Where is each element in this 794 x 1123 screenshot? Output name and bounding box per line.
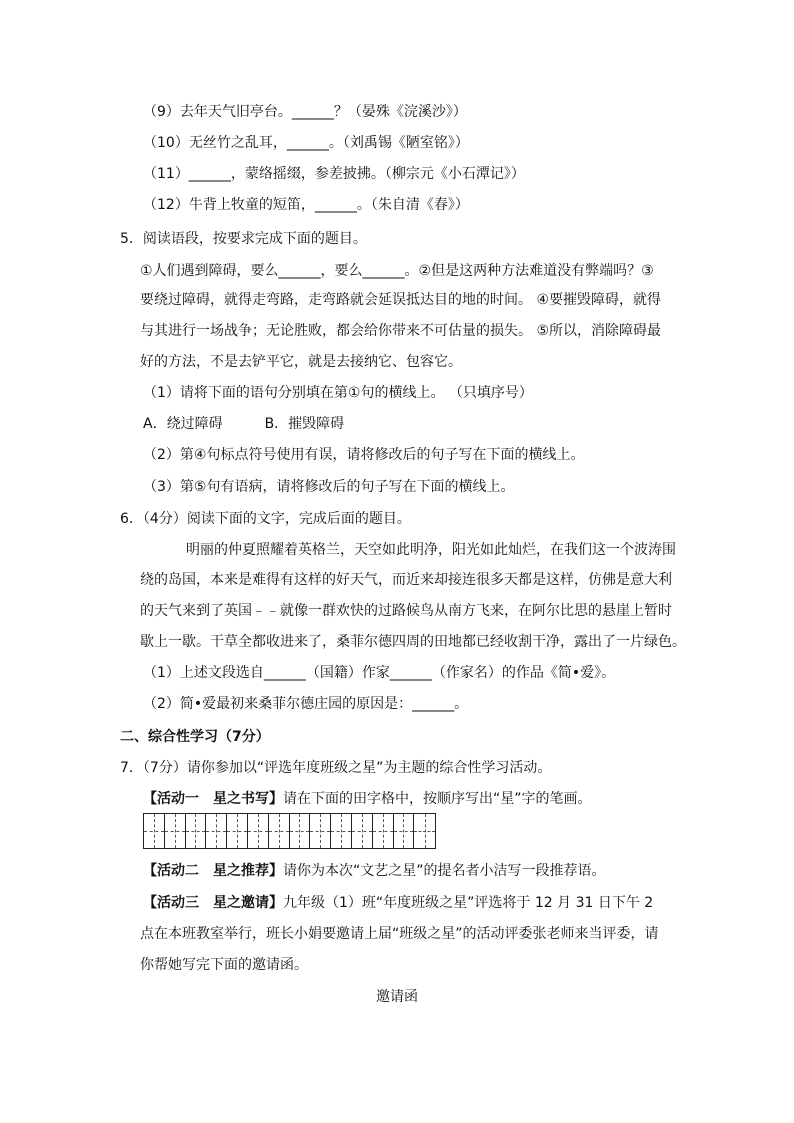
question-5-heading: 5．阅读语段，按要求完成下面的题目。	[120, 231, 367, 247]
invitation-title: 邀请函	[376, 989, 418, 1005]
passage-6-line-2: 绕的岛国，本来是难得有这样的好天气，而近来却接连很多天都是这样，仿佛是意大利	[140, 572, 672, 588]
activity-1	[143, 789, 592, 809]
activity-3-line-2: 点在本班教室举行，班长小娟要邀请上届“班级之星”的活动评委张老师来当评委，请	[140, 926, 659, 942]
tianzige-cell	[165, 814, 186, 848]
tianzige-cell	[206, 814, 227, 848]
question-6-sub-1: （1）上述文段选自______（国籍）作家______（作家名）的作品《简•爱》。	[143, 665, 616, 681]
section-2-heading: 二、综合性学习（7分）	[120, 729, 270, 745]
question-5-sub-3: （3）第⑤句有语病，请将修改后的句子写在下面的横线上。	[143, 479, 515, 495]
tianzige-cell	[248, 814, 269, 848]
question-11: （11）______，蒙络摇缀，参差披拂。（柳宗元《小石潭记》）	[143, 166, 525, 182]
tianzige-cell	[414, 814, 435, 848]
activity-3	[143, 893, 653, 913]
tianzige-cell	[290, 814, 311, 848]
activity-3-tag: 【活动三 星之邀请】	[143, 895, 283, 911]
tianzige-cell	[269, 814, 290, 848]
activity-2	[143, 861, 606, 881]
passage-5-line-3: 与其进行一场战争；无论胜败，都会给你带来不可估量的损失。 ⑤所以，消除障碍最	[140, 323, 661, 339]
question-7-heading: 7．（7分）请你参加以“评选年度班级之星”为主题的综合性学习活动。	[120, 760, 552, 776]
tianzige-cell	[144, 814, 165, 848]
activity-1-text: 请在下面的田字格中，按顺序写出“星”字的笔画。	[283, 791, 592, 807]
question-5-options: A．绕过障碍 B．摧毁障碍	[143, 416, 345, 432]
tianzige-cell	[227, 814, 248, 848]
activity-1-tag: 【活动一 星之书写】	[143, 791, 283, 807]
activity-2-text: 请你为本次“文艺之星”的提名者小洁写一段推荐语。	[283, 863, 606, 879]
activity-3-line-3: 你帮她写完下面的邀请函。	[140, 957, 308, 973]
question-5-sub-2: （2）第④句标点符号使用有误，请将修改后的句子写在下面的横线上。	[143, 447, 585, 463]
passage-6-line-4: 歇上一歇。干草全都收进来了，桑菲尔德四周的田地都已经收割干净，露出了一片绿色。	[140, 634, 686, 650]
tianzige-cell	[331, 814, 352, 848]
question-6-sub-2: （2）简•爱最初来桑菲尔德庄园的原因是：______。	[143, 696, 469, 712]
tianzige-cell	[186, 814, 207, 848]
passage-5-line-1: ①人们遇到障碍，要么______，要么______。②但是这两种方法难道没有弊端吗？③	[140, 263, 654, 279]
tianzige-cell	[373, 814, 394, 848]
passage-6-line-3: 的天气来到了英国﹣﹣就像一群欢快的过路候鸟从南方飞来，在阿尔比思的悬崖上暂时	[140, 603, 672, 619]
activity-3-text: 九年级（1）班“年度班级之星”评选将于 12 月 31 日下午 2	[283, 895, 654, 911]
activity-2-tag: 【活动二 星之推荐】	[143, 863, 283, 879]
question-9: （9）去年天气旧亭台。______？（晏殊《浣溪沙》）	[143, 104, 467, 120]
question-6-heading: 6．（4分）阅读下面的文字，完成后面的题目。	[120, 511, 411, 527]
question-10: （10）无丝竹之乱耳，______。（刘禹锡《陋室铭》）	[143, 135, 469, 151]
question-5-sub-1: （1）请将下面的语句分别填在第①句的横线上。 （只填序号）	[143, 385, 533, 401]
tianzige-cell	[394, 814, 415, 848]
passage-5-line-2: 要绕过障碍，就得走弯路，走弯路就会延误抵达目的地的时间。 ④要摧毁障碍，就得	[140, 292, 661, 308]
passage-5-line-4: 好的方法，不是去铲平它，就是去接纳它、包容它。	[140, 354, 462, 370]
tianzige-grid	[143, 813, 436, 849]
question-12: （12）牛背上牧童的短笛，______。（朱自清《春》）	[143, 197, 469, 213]
tianzige-cell	[310, 814, 331, 848]
tianzige-cell	[352, 814, 373, 848]
passage-6-line-1: 明丽的仲夏照耀着英格兰，天空如此明净，阳光如此灿烂，在我们这一个波涛围	[186, 542, 676, 558]
